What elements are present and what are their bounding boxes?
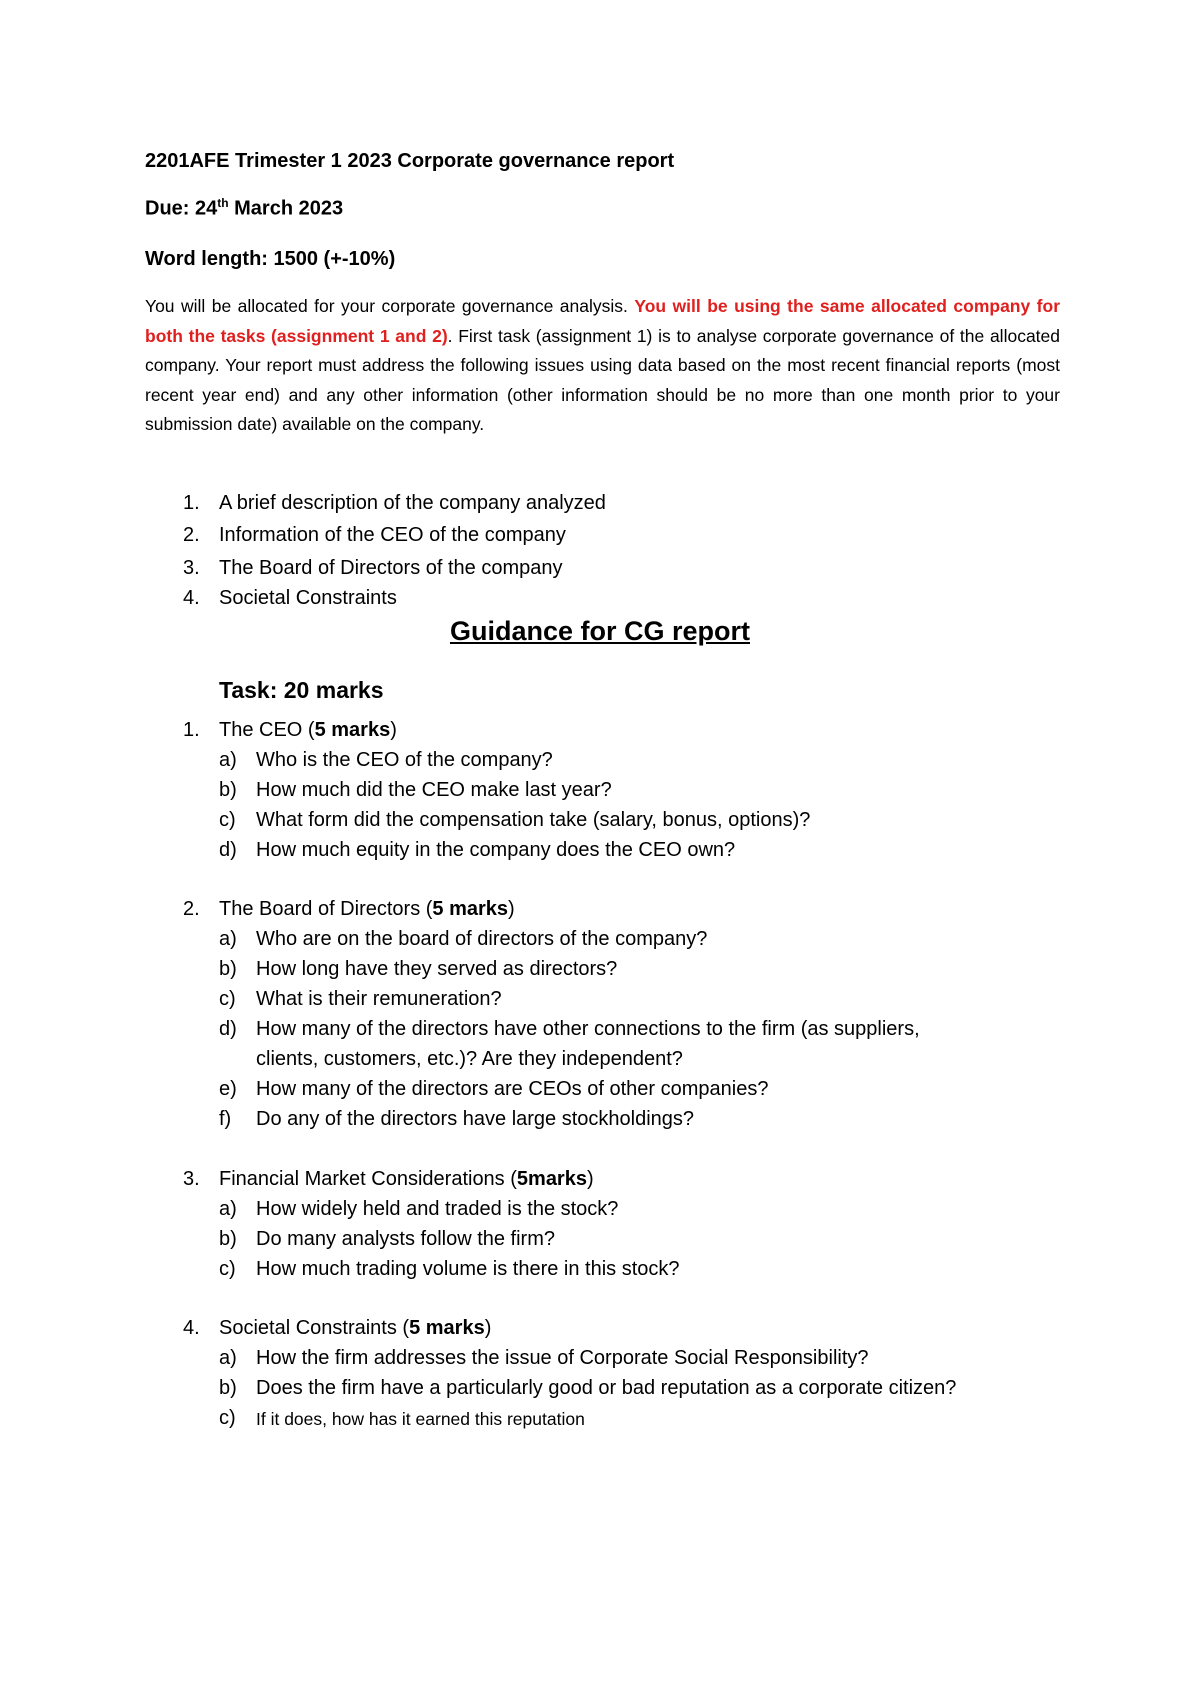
item-letter: a) [219, 928, 237, 950]
item-letter: c) [219, 988, 236, 1010]
issue-text: A brief description of the company analyzed [219, 492, 606, 514]
item-text: What form did the compensation take (salary, bonus, options)? [256, 809, 811, 831]
section-title: The Board of Directors (5 marks) [219, 898, 515, 920]
item-letter: b) [219, 1228, 237, 1250]
item-letter: c) [219, 1407, 236, 1429]
item-text: Who is the CEO of the company? [256, 749, 553, 771]
issue-text: Information of the CEO of the company [219, 524, 566, 546]
item-text: How many of the directors have other connections to the firm (as suppliers, [256, 1018, 920, 1040]
item-text: Who are on the board of directors of the company? [256, 928, 708, 950]
due-rest: March 2023 [228, 197, 344, 220]
issue-number: 1. [183, 492, 200, 514]
intro-paragraph [145, 292, 1060, 440]
intro-part2: . First task (assignment 1) is to analyse corporate governance of the allocated company. Your report must address the following issues using data based on the most recent financial reports (most recent year end) and any other information (other information should be no more than one month prior to your submission date) available on the company. [145, 325, 1060, 435]
item-text: How much equity in the company does the CEO own? [256, 839, 736, 861]
item-letter: b) [219, 958, 237, 980]
item-letter: e) [219, 1078, 237, 1100]
section-title: Societal Constraints (5 marks) [219, 1317, 492, 1339]
item-letter: f) [219, 1108, 232, 1130]
item-text-continued: clients, customers, etc.)? Are they independent? [256, 1048, 683, 1070]
item-letter: d) [219, 839, 237, 861]
item-text: Does the firm have a particularly good or bad reputation as a corporate citizen? [256, 1377, 957, 1399]
item-text: What is their remuneration? [256, 988, 502, 1010]
item-letter: d) [219, 1018, 237, 1040]
due-date [145, 196, 343, 221]
report-title: 2201AFE Trimester 1 2023 Corporate governance report [145, 150, 675, 172]
issue-text: Societal Constraints [219, 587, 397, 609]
section-number: 4. [183, 1317, 200, 1339]
item-text: If it does, how has it earned this reputation [256, 1409, 585, 1429]
item-letter: a) [219, 749, 237, 771]
item-letter: c) [219, 1258, 236, 1280]
item-text: How the firm addresses the issue of Corporate Social Responsibility? [256, 1347, 869, 1369]
section-title: Financial Market Considerations (5marks) [219, 1168, 594, 1190]
intro-highlight: You will be using the same allocated company for both the tasks (assignment 1 and 2) [145, 296, 1061, 346]
section-number: 2. [183, 898, 200, 920]
item-letter: a) [219, 1198, 237, 1220]
intro-part1: You will be allocated for your corporate governance analysis. [145, 296, 635, 316]
item-letter: a) [219, 1347, 237, 1369]
issue-number: 2. [183, 524, 200, 546]
word-length: Word length: 1500 (+-10%) [145, 248, 396, 270]
item-letter: c) [219, 809, 236, 831]
due-label: Due: 24 [145, 197, 218, 220]
item-text: How long have they served as directors? [256, 958, 618, 980]
item-letter: b) [219, 1377, 237, 1399]
item-text: How many of the directors are CEOs of other companies? [256, 1078, 769, 1100]
section-title: The CEO (5 marks) [219, 719, 397, 741]
issue-number: 3. [183, 557, 200, 579]
due-superscript: th [217, 196, 229, 210]
item-text: Do many analysts follow the firm? [256, 1228, 556, 1250]
section-number: 1. [183, 719, 200, 741]
task-marks: Task: 20 marks [219, 677, 384, 703]
item-letter: b) [219, 779, 237, 801]
issue-number: 4. [183, 587, 200, 609]
item-text: How much trading volume is there in this stock? [256, 1258, 680, 1280]
guidance-heading: Guidance for CG report [449, 616, 751, 646]
item-text: Do any of the directors have large stockholdings? [256, 1108, 695, 1130]
issue-text: The Board of Directors of the company [219, 557, 563, 579]
item-text: How much did the CEO make last year? [256, 779, 612, 801]
item-text: How widely held and traded is the stock? [256, 1198, 619, 1220]
section-number: 3. [183, 1168, 200, 1190]
